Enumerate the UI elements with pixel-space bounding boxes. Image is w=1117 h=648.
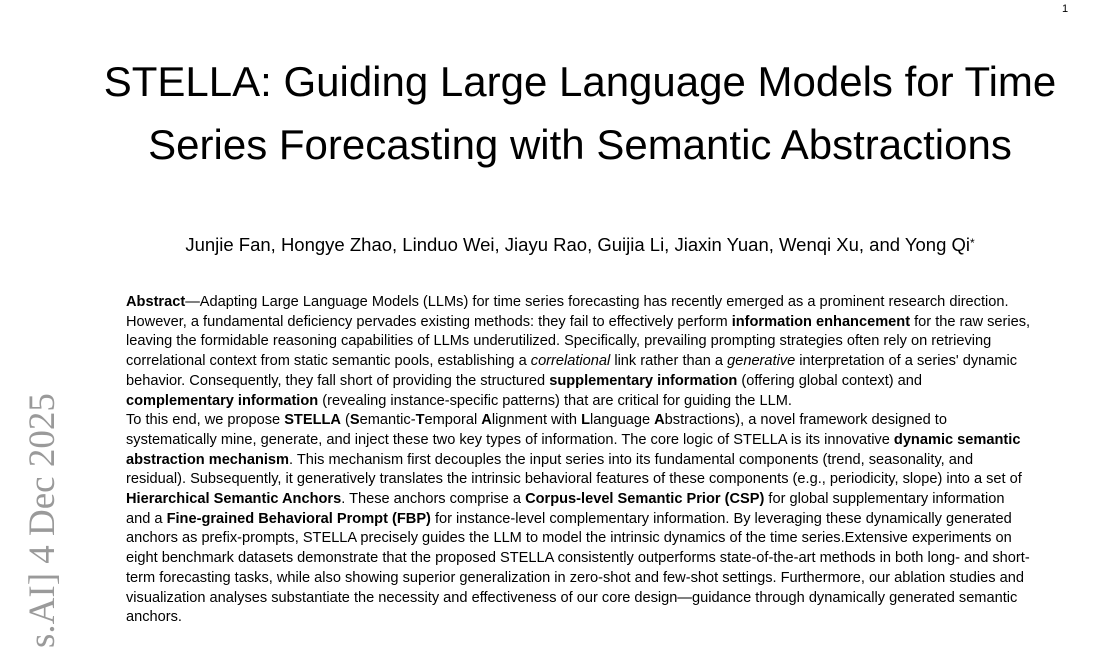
abstract-text: (offering global context) and bbox=[737, 372, 923, 389]
abstract-paragraph-2 bbox=[126, 411, 1031, 628]
acronym-letter: T bbox=[415, 412, 425, 429]
abstract-bold-term: supplementary information bbox=[549, 372, 738, 389]
abstract-text: for global supplementary information and a bbox=[126, 491, 1005, 527]
abstract-text: . This mechanism first decouples the input series into its fundamental components (trend, seasonality, and residual). Subsequently, it generatively translates the intrinsic behavioral features of these components (e.g., periodicity, slope) into a set of bbox=[126, 451, 1022, 488]
abstract-italic-term: generative bbox=[727, 353, 796, 370]
abstract-text: emporal bbox=[424, 412, 482, 429]
acronym-letter: A bbox=[654, 412, 665, 429]
abstract-text: language bbox=[590, 412, 655, 429]
arxiv-sidebar-stamp: s.AI] 4 Dec 2025 bbox=[22, 393, 63, 648]
abstract-text: interpretation of a series' dynamic behavior. Consequently, they fall short of providing the structured bbox=[126, 353, 1018, 389]
author-names: Junjie Fan, Hongye Zhao, Linduo Wei, Jiayu Rao, Guijia Li, Jiaxin Yuan, Wenqi Xu, and Yong Qi bbox=[185, 234, 970, 255]
acronym-letter: A bbox=[481, 412, 492, 429]
corresponding-author-mark: * bbox=[970, 236, 975, 250]
abstract-bold-term: Hierarchical Semantic Anchors bbox=[126, 491, 342, 508]
abstract-text: lignment with bbox=[491, 412, 582, 429]
abstract-text: for the raw series, leaving the formidable reasoning capabilities of LLMs underutilized. Specifically, prevailing prompting strategies often rely on retrieving correlational context from static semantic pools, establishing a bbox=[126, 313, 1031, 370]
abstract-bold-term: STELLA bbox=[284, 412, 341, 429]
page-number: 1 bbox=[1062, 3, 1069, 15]
abstract-text: . These anchors comprise a bbox=[341, 491, 526, 508]
abstract-bold-term: complementary information bbox=[126, 392, 319, 409]
abstract-text: emantic- bbox=[359, 412, 416, 429]
abstract-bold-term: dynamic semantic abstraction mechanism bbox=[126, 431, 1021, 468]
abstract-text: link rather than a bbox=[610, 353, 728, 370]
abstract-paragraph-1 bbox=[126, 293, 1031, 411]
abstract-bold-term: Fine-grained Behavioral Prompt (FBP) bbox=[166, 510, 431, 527]
abstract-label: Abstract bbox=[126, 294, 186, 310]
abstract-text: ( bbox=[340, 412, 350, 429]
paper-title: STELLA: Guiding Large Language Models for Time Series Forecasting with Semantic Abstractions bbox=[103, 58, 1057, 168]
acronym-letter: L bbox=[581, 412, 590, 429]
author-list bbox=[80, 233, 1080, 257]
abstract-text: (revealing instance-specific patterns) that are critical for guiding the LLM. bbox=[318, 392, 792, 409]
abstract-text: bstractions), a novel framework designed to systematically mine, generate, and inject these two key types of information. The core logic of STELLA is its innovative bbox=[126, 412, 947, 448]
acronym-letter: S bbox=[349, 412, 360, 429]
abstract-text: for instance-level complementary information. By leveraging these dynamically generated anchors as prefix-prompts, STELLA precisely guides the LLM to model the intrinsic dynamics of the time series.Extensive experiments on eight benchmark datasets demonstrate that the proposed STELLA consistently outperforms state-of-the-art methods in both long- and short-term forecasting tasks, while also showing superior generalization in zero-shot and few-shot settings. Furthermore, our ablation studies and visualization analyses substantiate the necessity and effectiveness of our core design—guidance through dynamically generated semantic anchors. bbox=[126, 510, 1030, 626]
abstract-bold-term: information enhancement bbox=[731, 313, 911, 330]
abstract-text: To this end, we propose bbox=[126, 412, 285, 429]
abstract-italic-term: correlational bbox=[530, 353, 611, 370]
abstract-bold-term: Corpus-level Semantic Prior (CSP) bbox=[525, 491, 765, 508]
abstract-text: —Adapting Large Language Models (LLMs) for time series forecasting has recently emerged as a prominent research direction. However, a fundamental deficiency pervades existing methods: they fail to effectively perform bbox=[126, 294, 1009, 330]
abstract bbox=[126, 293, 1031, 628]
